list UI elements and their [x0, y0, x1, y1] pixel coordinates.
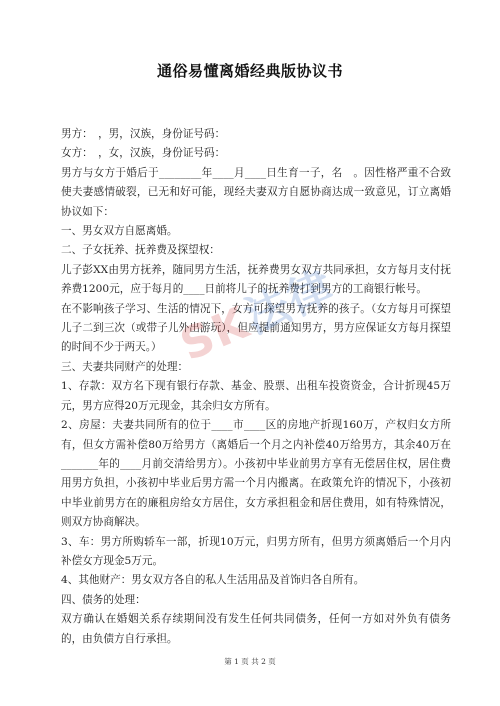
- other-property-paragraph: 4、其他财产：男女双方各自的私人生活用品及首饰归各自所有。: [61, 574, 365, 587]
- section-heading-debt: 四、债务的处理：: [61, 593, 146, 606]
- document-body: [61, 125, 451, 649]
- page-number-footer: 第 1 页 共 2 页: [224, 657, 276, 666]
- section-heading-divorce: 一、男女双方自愿离婚。: [61, 225, 178, 238]
- document-title: 通俗易懂离婚经典版协议书: [156, 62, 343, 80]
- watermark-main: 法律: [237, 261, 343, 344]
- car-paragraph: 3、车：男方所购轿车一部，折现10万元，归男方所有，但男方须离婚后一个月内补偿女方现金5万元。: [61, 535, 451, 567]
- party-male-line: 男方： ，男，汉族，身份证号码：: [61, 128, 226, 140]
- section-heading-property: 三、夫妻共同财产的处理：: [61, 360, 189, 373]
- watermark-accent: SK: [173, 297, 258, 372]
- house-paragraph: 2、房屋：夫妻共同所有的位于____市____区的房地产折现160万，产权归女方所有，但女方需补偿80万给男方（离婚后一个月之内补偿40万给男方，其余40万在_______年的____月前交清给男方）。小孩初中毕业前男方享有无偿居住权，居住费用男方负担，小孩初中毕业后男方需一个月内搬离。在政策允许的情况下，小孩初中毕业前男方在的廉租房给女方居住，女方承担租金和居住费用，如有特殊情况，则双方协商解决。: [61, 419, 451, 529]
- preamble-paragraph: 男方与女方于婚后于________年____月____日生育一子，名 。因性格严重不合致使夫妻感情破裂，已无和好可能，现经夫妻双方自愿协商达成一致意见，订立离婚协议如下：: [61, 166, 451, 218]
- custody-paragraph: 儿子彭XX由男方抚养，随同男方生活，抚养费男女双方共同承担，女方每月支付抚养费1200元，应于每月的____日前将儿子的抚养费打到男方的工商银行帐号。: [61, 263, 451, 296]
- section-heading-custody: 二、子女抚养、抚养费及探望权：: [61, 244, 220, 257]
- debt-paragraph: 双方确认在婚姻关系存续期间没有发生任何共同债务，任何一方如对外负有债务的，由负债方自行承担。: [61, 613, 451, 645]
- visitation-paragraph: 在不影响孩子学习、生活的情况下，女方可探望男方抚养的孩子。（女方每月可探望儿子二到三次（或带子儿外出游玩），但应提前通知男方，男方应保证女方每月探望的时间不少于两天。）: [61, 302, 451, 354]
- party-female-line: 女方： ，女，汉族，身份证号码：: [61, 147, 226, 160]
- deposits-paragraph: 1、存款：双方名下现有银行存款、基金、股票、出租车投资资金，合计折现45万元，男方应得20万元现金，其余归女方所有。: [61, 380, 451, 412]
